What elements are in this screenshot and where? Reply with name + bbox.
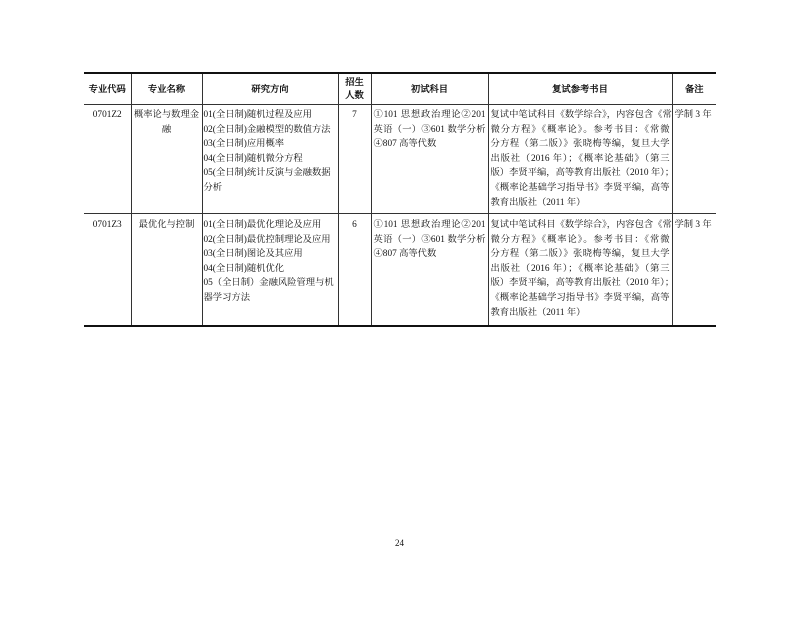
table-row — [84, 105, 716, 214]
program-table — [84, 72, 716, 327]
header-enrollment — [338, 73, 371, 105]
research-direction-line: 03(全日制)图论及其应用 — [203, 249, 303, 260]
initial-exam-line: ①101 思想政治理论②201 — [373, 110, 486, 120]
program-code-cell — [84, 105, 131, 214]
retest-books-line: 分方程（第二版）》张晓梅等编，复旦大学 — [490, 249, 670, 260]
retest-books-line: 复试中笔试科目《数学综合》，内容包含《常 — [490, 220, 672, 230]
header-enrollment-line: 人数 — [345, 90, 364, 101]
program-code: 0701Z3 — [92, 220, 122, 230]
retest-books-line: 出版社（2016 年）；《概率论基础》（第三 — [490, 263, 670, 274]
retest-books-line: 微分方程》《概率论》。参考书目：《常微 — [490, 124, 670, 135]
program-name-line: 最优化与控制 — [138, 220, 195, 230]
enrollment-cell — [338, 105, 371, 214]
research-direction-line: 04(全日制)随机微分方程 — [203, 153, 303, 164]
header-initial-exam: 初试科目 — [371, 73, 488, 105]
initial-exam-cell — [371, 214, 488, 326]
table-header-row — [84, 73, 716, 105]
retest-books-line: 出版社（2016 年）；《概率论基础》（第三 — [490, 153, 670, 164]
research-direction-line: 04(全日制)随机优化 — [203, 263, 285, 274]
research-direction-line: 器学习方法 — [203, 292, 250, 303]
initial-exam-line: 英语（一）③601 数学分析 — [373, 124, 486, 135]
header-research-direction: 研究方向 — [202, 73, 338, 105]
research-direction-line: 03(全日制)应用概率 — [203, 139, 285, 150]
enrollment-cell — [338, 214, 371, 326]
research-direction-line: 分析 — [203, 182, 223, 193]
table-row — [84, 214, 716, 326]
retest-books-line: 《概率论基础学习指导书》李贤平编，高等 — [490, 292, 670, 303]
retest-books-line: 版）李贤平编，高等教育出版社（2010 年）； — [490, 278, 675, 289]
retest-books-line: 教育出版社（2011 年） — [490, 197, 586, 208]
research-direction-line: 05(全日制)统计反演与金融数据 — [203, 168, 331, 179]
note-cell — [672, 105, 716, 214]
research-direction-line: 02(全日制)金融模型的数值方法 — [203, 124, 331, 135]
initial-exam-line: ①101 思想政治理论②201 — [373, 220, 486, 230]
note-text: 学制 3 年 — [674, 220, 712, 230]
enrollment-count: 6 — [352, 220, 357, 230]
program-name-line: 概率论与数理金 — [133, 110, 200, 120]
initial-exam-cell — [371, 105, 488, 214]
header-note: 备注 — [672, 73, 716, 105]
retest-books-line: 《概率论基础学习指导书》李贤平编，高等 — [490, 182, 670, 193]
retest-books-cell — [488, 105, 675, 214]
program-code-cell — [84, 214, 131, 326]
research-direction-line: 01(全日制)最优化理论及应用 — [203, 220, 322, 230]
retest-books-line: 教育出版社（2011 年） — [490, 307, 586, 318]
program-code: 0701Z2 — [92, 110, 122, 120]
header-enrollment-line: 招生 — [345, 77, 364, 88]
page-number: 24 — [395, 538, 404, 548]
program-name-cell — [131, 105, 202, 214]
header-retest-books: 复试参考书目 — [488, 73, 672, 105]
initial-exam-line: ④807 高等代数 — [373, 249, 437, 260]
program-name-line: 融 — [161, 124, 172, 135]
research-direction-line: 05（全日制）金融风险管理与机 — [203, 278, 334, 289]
header-program-name: 专业名称 — [131, 73, 202, 105]
initial-exam-line: ④807 高等代数 — [373, 139, 437, 150]
note-cell — [672, 214, 716, 326]
research-direction-line: 01(全日制)随机过程及应用 — [203, 110, 312, 120]
program-name-cell — [131, 214, 202, 326]
research-direction-cell — [202, 214, 338, 326]
retest-books-line: 版）李贤平编，高等教育出版社（2010 年）； — [490, 168, 675, 179]
retest-books-line: 微分方程》《概率论》。参考书目：《常微 — [490, 234, 670, 245]
retest-books-line: 分方程（第二版）》张晓梅等编，复旦大学 — [490, 139, 670, 150]
note-text: 学制 3 年 — [674, 110, 712, 120]
research-direction-cell — [202, 105, 338, 214]
retest-books-cell — [488, 214, 675, 326]
initial-exam-line: 英语（一）③601 数学分析 — [373, 234, 486, 245]
header-program-code: 专业代码 — [84, 73, 131, 105]
research-direction-line: 02(全日制)最优控制理论及应用 — [203, 234, 331, 245]
retest-books-line: 复试中笔试科目《数学综合》，内容包含《常 — [490, 110, 672, 120]
enrollment-count: 7 — [352, 110, 357, 120]
